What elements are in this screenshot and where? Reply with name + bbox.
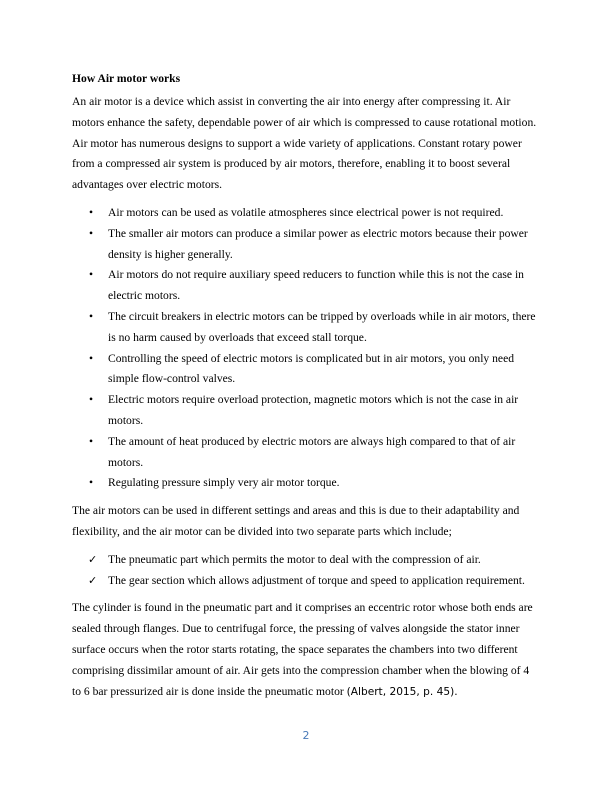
list-item-text: Electric motors require overload protection, magnetic motors which is not the case in air motors.	[108, 393, 519, 427]
bullet-icon: •	[89, 393, 94, 407]
intro-paragraph: An air motor is a device which assist in converting the air into energy after compressing it. Air motors enhance the safety, dependable power of air which is compressed to cause rotational motion. Air motor has numerous designs to support a wide variety of applications. Constant rotary power from a compressed air system is produced by air motors, therefore, enabling it to boost several advantages over electric motors.	[72, 95, 537, 192]
list-item-text: The amount of heat produced by electric motors are always high compared to that of air motors.	[108, 434, 516, 469]
parts-list	[72, 550, 540, 592]
checkmark-icon: ✓	[88, 552, 98, 566]
list-item	[72, 349, 540, 391]
list-item	[72, 390, 540, 432]
list-item-text: Controlling the speed of electric motors is complicated but in air motors, you only need simple flow-control valves.	[108, 351, 515, 386]
list-item	[72, 473, 540, 494]
list-item-text: The circuit breakers in electric motors can be tripped by overloads while in air motors, there is no harm caused by overloads that exceed stall torque.	[108, 309, 536, 344]
cylinder-paragraph-text: The cylinder is found in the pneumatic part and it comprises an eccentric rotor whose both ends are sealed through flanges. Due to centrifugal force, the pressing of valves alongside the stator inner surface occurs when the rotor starts rotating, the space separates the chambers into two different comprising dissimilar amount of air. Air gets into the compression chamber when the blowing of 4 to 6 bar pressurized air is done inside the pneumatic motor	[72, 601, 533, 698]
bullet-icon: •	[89, 226, 94, 240]
advantages-list	[72, 203, 540, 494]
list-item	[72, 203, 540, 224]
list-item	[72, 265, 540, 307]
section-heading: How Air motor works	[72, 72, 181, 85]
bullet-icon: •	[89, 476, 94, 490]
bullet-icon: •	[89, 351, 94, 365]
parts-paragraph: The air motors can be used in different settings and areas and this is due to their adaptability and flexibility, and the air motor can be divided into two separate parts which include;	[72, 504, 520, 538]
bullet-icon: •	[89, 434, 94, 448]
bullet-icon: •	[89, 309, 94, 323]
list-item-text: Air motors can be used as volatile atmospheres since electrical power is not required.	[108, 205, 504, 219]
list-item	[72, 571, 540, 592]
cylinder-paragraph	[72, 598, 540, 702]
checkmark-icon: ✓	[88, 573, 98, 587]
bullet-icon: •	[89, 268, 94, 282]
page-content	[72, 72, 540, 709]
page-number: 2	[302, 729, 310, 742]
list-item-text: Air motors do not require auxiliary speed reducers to function while this is not the case in electric motors.	[108, 268, 524, 303]
list-item-text: The smaller air motors can produce a similar power as electric motors because their power density is higher generally.	[108, 226, 528, 261]
list-item	[72, 550, 540, 571]
list-item	[72, 307, 540, 349]
bullet-icon: •	[89, 205, 94, 219]
list-item-text: Regulating pressure simply very air motor torque.	[108, 476, 340, 490]
citation: (Albert, 2015, p. 45).	[346, 685, 458, 698]
list-item-text: The gear section which allows adjustment of torque and speed to application requirement.	[108, 573, 525, 587]
list-item-text: The pneumatic part which permits the motor to deal with the compression of air.	[108, 552, 481, 566]
list-item	[72, 224, 540, 266]
list-item	[72, 432, 540, 474]
